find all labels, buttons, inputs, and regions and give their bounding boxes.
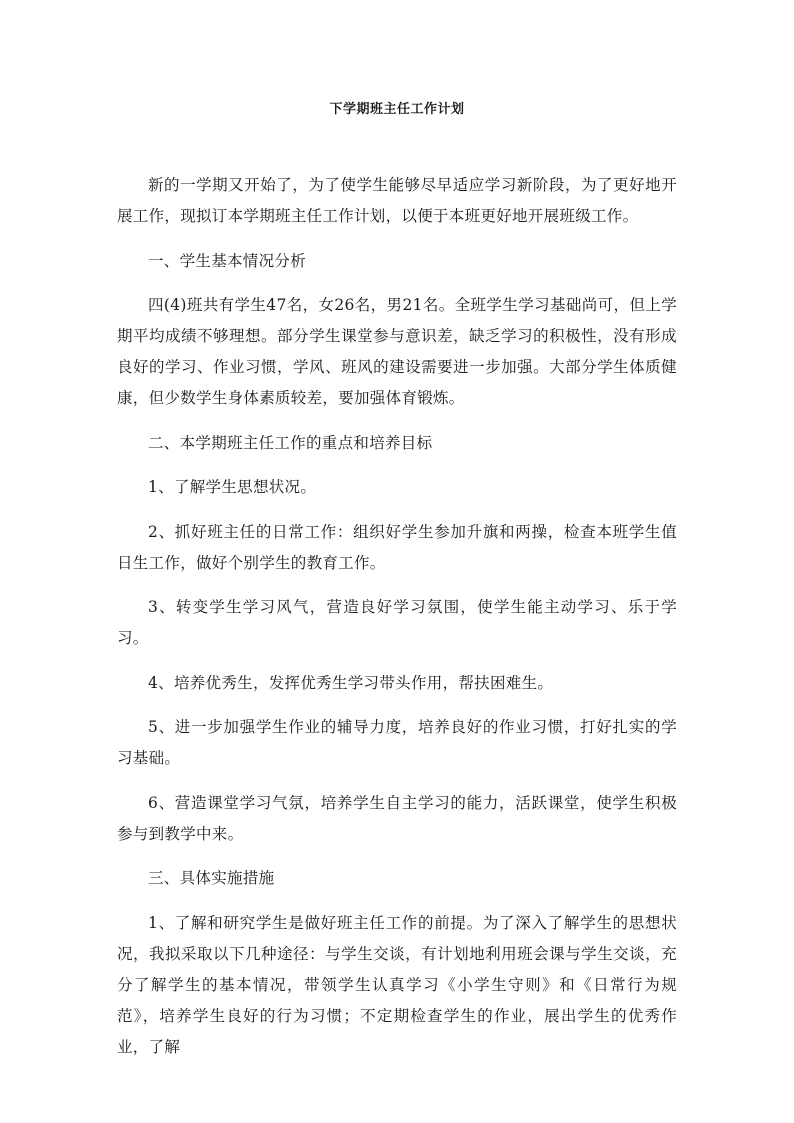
goal-item-1: 1、了解学生思想状况。 (148, 478, 317, 496)
goal-item-3: 3、转变学生学习风气，营造良好学习氛围，使学生能主动学习、乐于学习。 (117, 598, 677, 647)
measure-item-1: 1、了解和研究学生是做好班主任工作的前提。为了深入了解学生的思想状况，我拟采取以下几种途径：与学生交谈，有计划地利用班会课与学生交谈，充分了解学生的基本情况，带领学生认真学习《小学生守则》和《日常行为规范》，培养学生良好的行为习惯；不定期检查学生的作业，展出学生的优秀作业，了解 (117, 913, 677, 1056)
section-heading-3: 三、具体实施措施 (148, 869, 275, 887)
goal-item-2: 2、抓好班主任的日常工作：组织好学生参加升旗和两操，检查本班学生值日生工作，做好个别学生的教育工作。 (117, 522, 677, 572)
intro-paragraph: 新的一学期又开始了，为了使学生能够尽早适应学习新阶段，为了更好地开展工作，现拟订本学期班主任工作计划，以便于本班更好地开展班级工作。 (117, 176, 677, 225)
goal-item-5: 5、进一步加强学生作业的辅导力度，培养良好的作业习惯，打好扎实的学习基础。 (117, 718, 677, 767)
section-heading-1: 一、学生基本情况分析 (148, 251, 307, 270)
document-body (117, 170, 677, 1076)
section-heading-2: 二、本学期班主任工作的重点和培养目标 (148, 433, 433, 452)
paragraph-class-analysis: 四(4)班共有学生47名，女26名，男21名。全班学生学习基础尚可，但上学期平均成绩不够理想。部分学生课堂参与意识差，缺乏学习的积极性，没有形成良好的学习、作业习惯，学风、班风的建设需要进一步加强。大部分学生体质健康，但少数学生身体素质较差，要加强体育锻炼。 (117, 296, 677, 407)
goal-item-6: 6、营造课堂学习气氛，培养学生自主学习的能力，活跃课堂，使学生积极参与到教学中来。 (117, 793, 677, 843)
document-title: 下学期班主任工作计划 (329, 102, 465, 117)
goal-item-4: 4、培养优秀生，发挥优秀生学习带头作用，帮扶困难生。 (148, 673, 554, 692)
